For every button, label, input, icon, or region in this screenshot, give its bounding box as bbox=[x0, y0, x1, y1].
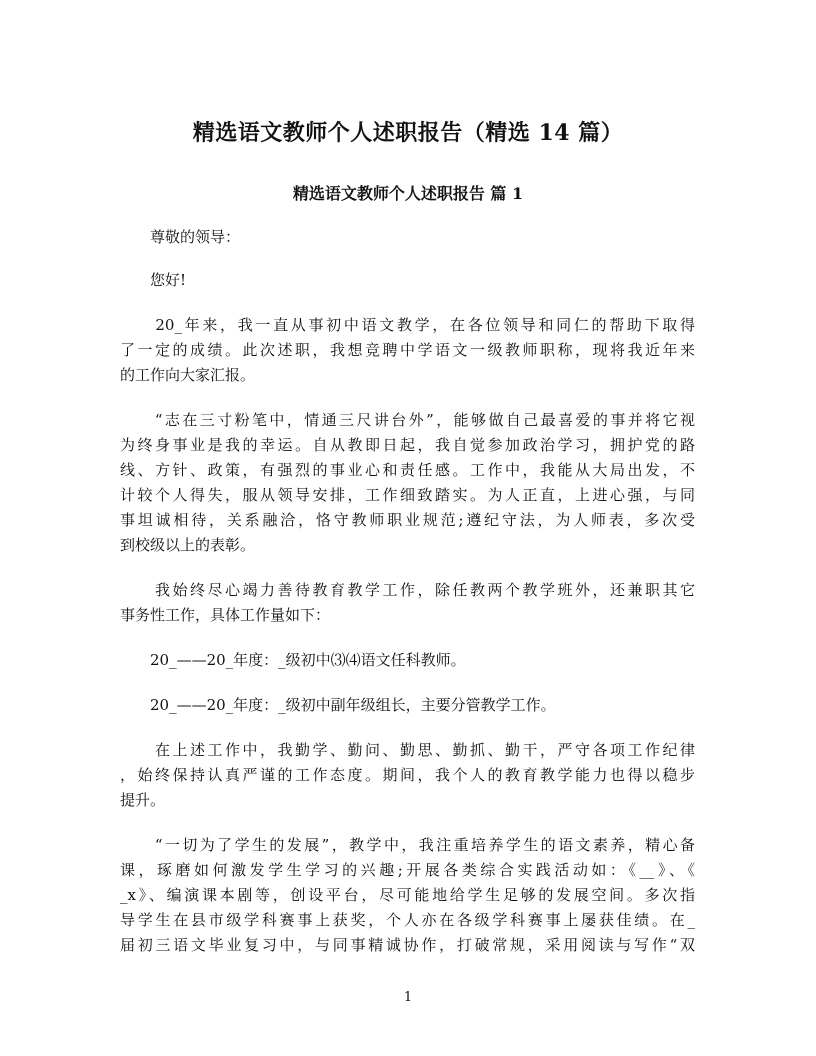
paragraph-line: 20_——20_年度：_级初中副年级组长，主要分管教学工作。 bbox=[120, 696, 556, 714]
paragraph-line: “一切为了学生的发展”，教学中，我注重培养学生的语文素养，精心备 bbox=[120, 836, 695, 854]
paragraph-line: 的工作向大家汇报。 bbox=[120, 366, 256, 384]
paragraph-line: 到校级以上的表彰。 bbox=[120, 536, 256, 554]
paragraph-line: 提升。 bbox=[120, 791, 166, 809]
paragraph-line: 我始终尽心竭力善待教育教学工作，除任教两个教学班外，还兼职其它 bbox=[120, 581, 695, 599]
paragraph-line: 您好! bbox=[120, 271, 187, 289]
paragraph-line: 事坦诚相待，关系融洽，恪守教师职业规范;遵纪守法，为人师表，多次受 bbox=[120, 511, 695, 529]
section-heading: 精选语文教师个人述职报告 篇 1 bbox=[292, 184, 524, 203]
paragraph-line: 届初三语文毕业复习中，与同事精诚协作，打破常规，采用阅读与写作“双 bbox=[120, 936, 695, 954]
paragraph-line: 导学生在县市级学科赛事上获奖，个人亦在各级学科赛事上屡获佳绩。在_ bbox=[120, 911, 695, 929]
page-number: 1 bbox=[403, 990, 413, 1005]
paragraph-line: 线、方针、政策，有强烈的事业心和责任感。工作中，我能从大局出发，不 bbox=[120, 461, 695, 479]
paragraph-line: “志在三寸粉笔中，情通三尺讲台外”，能够做自己最喜爱的事并将它视 bbox=[120, 411, 695, 429]
paragraph-line: 为终身事业是我的幸运。自从教即日起，我自觉参加政治学习，拥护党的路 bbox=[120, 436, 695, 454]
document-title: 精选语文教师个人述职报告（精选 14 篇） bbox=[192, 120, 624, 146]
paragraph-line: 在上述工作中，我勤学、勤问、勤思、勤抓、勤干，严守各项工作纪律 bbox=[120, 741, 695, 759]
paragraph-line: 20_年来，我一直从事初中语文教学，在各位领导和同仁的帮助下取得 bbox=[120, 316, 695, 334]
paragraph-line: _x》、编演课本剧等，创设平台，尽可能地给学生足够的发展空间。多次指 bbox=[120, 886, 695, 904]
paragraph-line: 尊敬的领导： bbox=[120, 228, 241, 246]
paragraph-line: 20_——20_年度：_级初中⑶⑷语文任科教师。 bbox=[120, 651, 466, 669]
paragraph-line: 事务性工作，具体工作量如下： bbox=[120, 606, 331, 624]
paragraph-line: 了一定的成绩。此次述职，我想竞聘中学语文一级教师职称，现将我近年来 bbox=[120, 341, 695, 359]
paragraph-line: ，始终保持认真严谨的工作态度。期间，我个人的教育教学能力也得以稳步 bbox=[120, 766, 695, 784]
paragraph-line: 课，琢磨如何激发学生学习的兴趣;开展各类综合实践活动如：《__》、《 bbox=[120, 861, 695, 879]
paragraph-line: 计较个人得失，服从领导安排，工作细致踏实。为人正直，上进心强，与同 bbox=[120, 486, 695, 504]
